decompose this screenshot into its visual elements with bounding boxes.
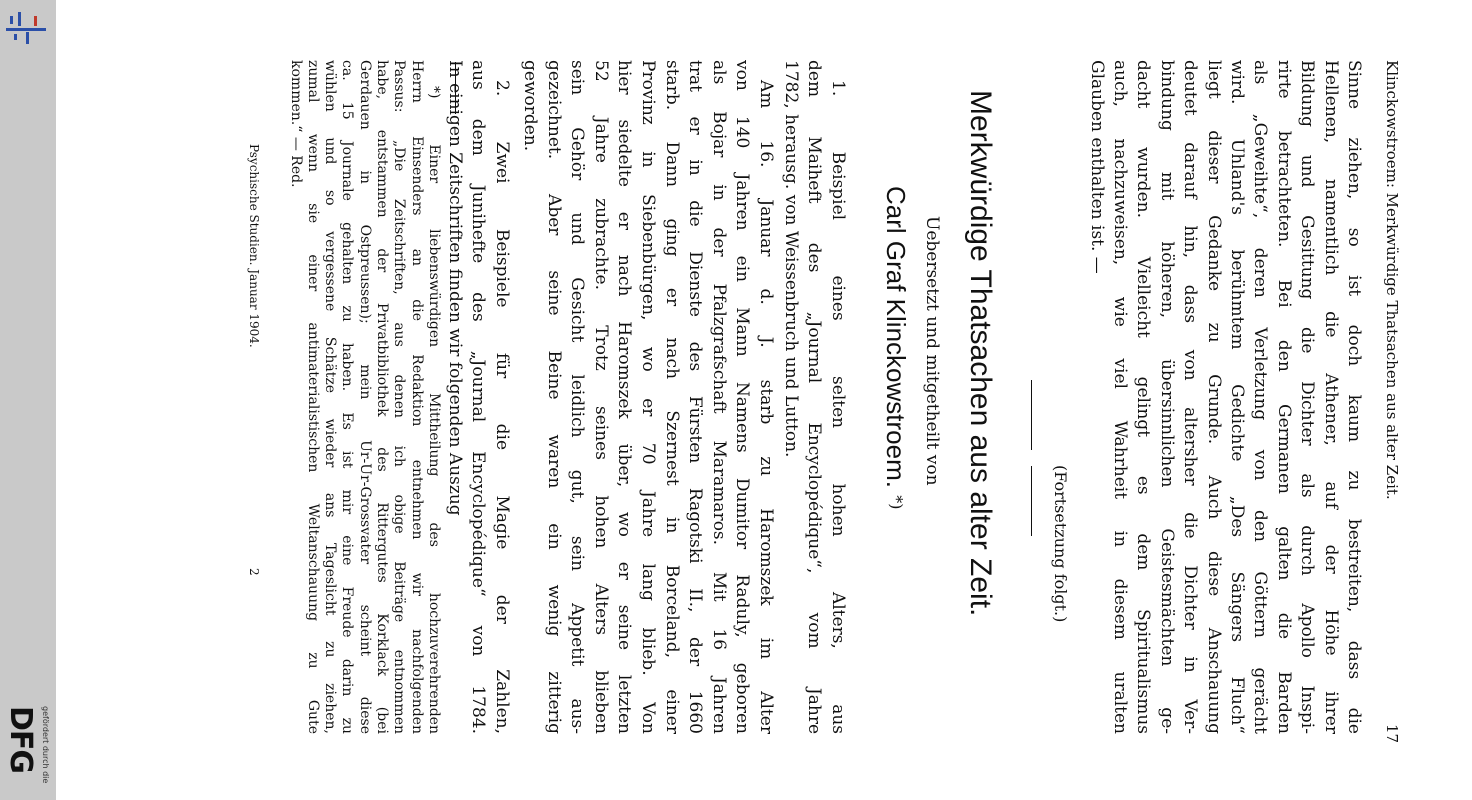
footnote-line: Gerdauen in Ostpreussen); mein Ur-Ur-Grossvater scheint diese bbox=[356, 60, 373, 734]
viewer-sidebar bbox=[0, 0, 56, 800]
paragraph-line: sein Gehör und Gesicht leidlich gut, sein Appetit aus- bbox=[567, 60, 588, 734]
paragraph-line: trat er in die Dienste des Fürsten Ragotski II., der 1660 bbox=[685, 60, 706, 734]
paragraph-line: von 140 Jahren ein Mann Namens Dumitor Raduly, geboren bbox=[732, 60, 753, 734]
intro-line: wird. Uhland's berühmtem Gedichte „Des Sängers Fluch“ bbox=[1227, 60, 1247, 734]
paragraph-line: geworden. bbox=[520, 60, 540, 152]
running-title: Klinckowstroem: Merkwürdige Thatsachen aus alter Zeit. bbox=[1383, 60, 1401, 500]
paragraph-line: In einigen Zeitschriften finden wir folgenden Auszug bbox=[444, 60, 465, 516]
paragraph-line: als Bojar in der Pfalzgrafschaft Maramaros. Mit 16 Jahren bbox=[708, 60, 729, 734]
university-logo-icon bbox=[0, 10, 56, 50]
footnote-line: Herrn Einsenders an die Redaktion entnehmen wir nachfolgenden bbox=[408, 60, 425, 734]
intro-line: Glauben enthalten ist. — bbox=[1086, 60, 1107, 274]
paragraph-line: Am 16. Januar d. J. starb zu Haromszek im Alter bbox=[756, 80, 776, 734]
page-number: 17 bbox=[1383, 724, 1401, 744]
intro-line: auch, nachzuweisen, wie viel Wahrheit in diesem uralten bbox=[1110, 60, 1130, 734]
intro-line: deutet darauf hin, dass von altersher die Dichter in Ver- bbox=[1180, 60, 1201, 734]
paragraph-line: 1782, herausg. von Weissenbruch und Lutton. bbox=[780, 60, 801, 458]
intro-line: dacht wurden. Vielleicht gelingt es dem Spiritualismus bbox=[1133, 60, 1154, 734]
intro-line: Bildung und Gesittung die Dichter als durch Apollo Inspi- bbox=[1297, 60, 1318, 734]
dfg-logo-text: DFG bbox=[3, 706, 38, 774]
intro-line: liegt dieser Gedanke zu Grunde. Auch diese Anschauung bbox=[1203, 60, 1224, 734]
paragraph-line: starb. Dann ging er nach Szernest in Borceland, einer bbox=[661, 60, 682, 734]
paragraph-line: 2. Zwei Beispiele für die Magie der Zahlen, bbox=[492, 80, 512, 734]
footnote-line: ca. 15 Journale gehalten zu haben. Es ist mir eine Freude darin zu bbox=[339, 60, 356, 734]
intro-line: rirte betrachteten. Bei den Germanen galten die Barden bbox=[1273, 60, 1294, 734]
intro-line: bindung mit höheren, übersinnlichen Geistesmächten ge- bbox=[1156, 60, 1177, 734]
separator-rule bbox=[1031, 380, 1032, 450]
scanned-page bbox=[60, 0, 1472, 800]
intro-line: Sinne ziehen, so ist doch kaum zu bestreiten, dass die bbox=[1344, 60, 1364, 734]
paragraph-line: gezeichnet. Aber seine Beine waren ein wenig zitterig bbox=[543, 60, 564, 734]
footnote-line: habe, entstammen der Privatbibliothek des Rittergutes Korklack (bei bbox=[374, 60, 391, 734]
paragraph-line: hier siedelte er nach Haromszek über, wo er seine letzten bbox=[614, 60, 635, 734]
paragraph-line: dem Maiheft des „Journal Encyclopédique“, vom Jahre bbox=[804, 60, 825, 734]
article-subtitle: Uebersetzt und mitgetheilt von bbox=[922, 216, 942, 486]
footnote-line: zumal wenn sie einer antimaterialistischen Weltanschauung zu Gute bbox=[304, 60, 321, 734]
separator-rule bbox=[1031, 466, 1032, 536]
intro-line: Hellenen, namentlich die Athener, auf der Höhe ihrer bbox=[1320, 60, 1341, 734]
dfg-logo bbox=[4, 704, 54, 794]
paragraph-line: 1. Beispiel eines selten hohen Alters, aus bbox=[828, 80, 848, 734]
article-title: Merkwürdige Thatsachen aus alter Zeit. bbox=[964, 90, 997, 617]
funder-caption: gefördert durch die bbox=[41, 706, 50, 784]
paragraph-line: 52 Jahre zubrachte. Trotz seines hohen Alters blieben bbox=[590, 60, 611, 734]
author-name: Carl Graf Klinckowstroem. bbox=[881, 186, 911, 488]
footnote-line: kommen.“ — Red. bbox=[287, 60, 304, 188]
author-note-marker: *) bbox=[887, 495, 906, 510]
sheet-signature: 2 bbox=[247, 568, 261, 576]
paragraph-line: aus dem Junihefte des „Journal Encyclopédique“ von 1784. bbox=[468, 60, 489, 734]
continuation-note: (Fortsetzung folgt.) bbox=[1051, 465, 1070, 623]
footnote-line: *) Einer liebenswürdigen Mittheilung des hochzuverehrenden bbox=[426, 86, 442, 734]
footnote-line: Passus: „Die Zeitschriften, aus denen ich obige Beiträge entnommen bbox=[391, 60, 408, 734]
article-author bbox=[881, 186, 911, 510]
paragraph-line: Provinz in Siebenbürgen, wo er 70 Jahre lang blieb. Von bbox=[638, 60, 658, 734]
footnote-line: wühlen und so vergessene Schätze wieder ans Tageslicht zu ziehen, bbox=[322, 60, 339, 734]
journal-signature: Psychische Studien. Januar 1904. bbox=[247, 144, 261, 348]
intro-line: als „Geweihte“, deren Verletzung von den Göttern gerächt bbox=[1250, 60, 1271, 734]
